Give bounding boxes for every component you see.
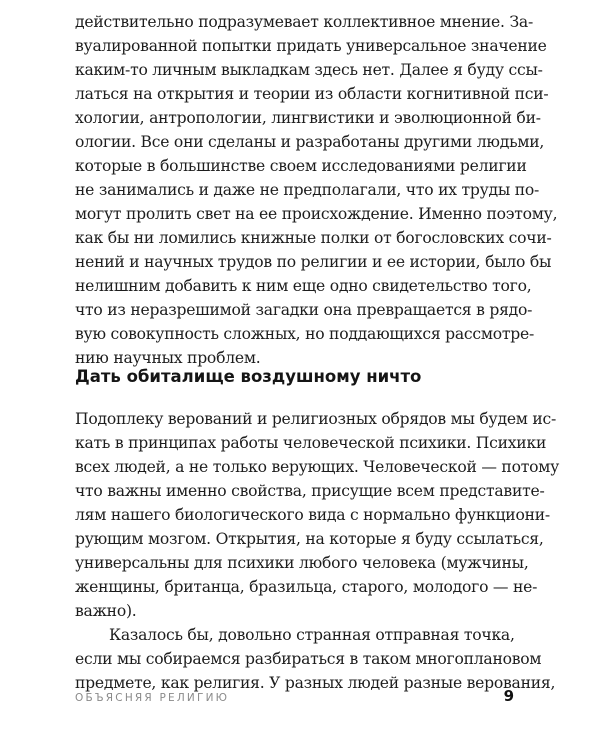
text-line: как бы ни ломились книжные полки от богословских сочи- [75, 229, 552, 247]
text-line: лям нашего биологического вида с нормально функциони- [75, 506, 550, 524]
text-line: женщины, британца, бразильца, старого, молодого — не- [75, 578, 538, 596]
text-line: не занимались и даже не предполагали, что их труды по- [75, 181, 540, 199]
text-line: нию научных проблем. [75, 349, 261, 367]
text-line: Казалось бы, довольно странная отправная точка, [109, 626, 515, 644]
text-line: нелишним добавить к ним еще одно свидетельство того, [75, 277, 532, 295]
text-line: что из неразрешимой загадки она превращается в рядо- [75, 301, 533, 319]
text-line: Подоплеку верований и религиозных обрядов мы будем ис- [75, 410, 557, 428]
text-line: хологии, антропологии, лингвистики и эволюционной би- [75, 109, 541, 127]
running-title: ОБЪЯСНЯЯ РЕЛИГИЮ [75, 692, 230, 704]
text-line: действительно подразумевает коллективное мнение. За- [75, 13, 533, 31]
text-line: ологии. Все они сделаны и разработаны другими людьми, [75, 133, 545, 151]
text-line: которые в большинстве своем исследованиями религии [75, 157, 527, 175]
text-line: универсальны для психики любого человека (мужчины, [75, 554, 529, 572]
text-line: нений и научных трудов по религии и ее истории, было бы [75, 253, 552, 271]
text-line: каким-то личным выкладкам здесь нет. Далее я буду ссы- [75, 61, 543, 79]
text-line: латься на открытия и теории из области когнитивной пси- [75, 85, 549, 103]
text-line: что важны именно свойства, присущие всем представите- [75, 482, 545, 500]
text-line: рующим мозгом. Открытия, на которые я буду ссылаться, [75, 530, 544, 548]
page-number: 9 [503, 687, 514, 705]
text-line: если мы собираемся разбираться в таком многоплановом [75, 650, 542, 668]
section-heading: Дать обиталище воздушному ничто [75, 367, 422, 386]
text-line: кать в принципах работы человеческой психики. Психики [75, 434, 547, 452]
text-line: важно). [75, 602, 137, 620]
text-line: могут пролить свет на ее происхождение. Именно поэтому, [75, 205, 558, 223]
text-line: вую совокупность сложных, но поддающихся рассмотре- [75, 325, 534, 343]
text-line: предмете, как религия. У разных людей разные верования, [75, 674, 556, 692]
text-line: всех людей, а не только верующих. Человеческой — потому [75, 458, 560, 476]
text-line: вуалированной попытки придать универсальное значение [75, 37, 547, 55]
